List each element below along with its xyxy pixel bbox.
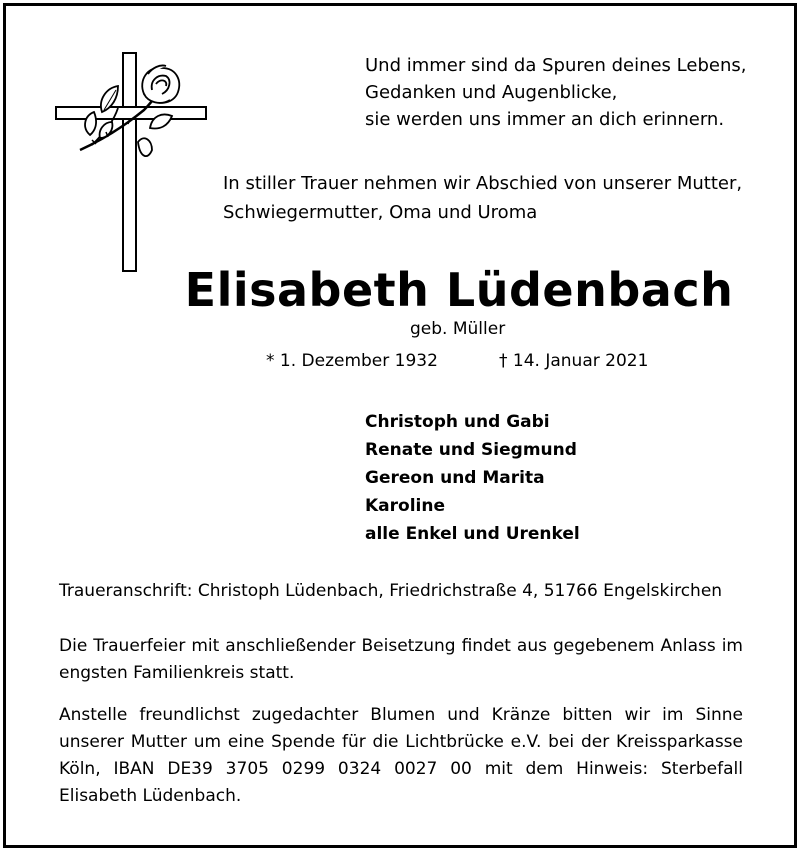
family-member: Christoph und Gabi bbox=[365, 412, 550, 432]
mourning-address: Traueranschrift: Christoph Lüdenbach, Friedrichstraße 4, 51766 Engelskirchen bbox=[59, 581, 723, 601]
poem-line: Und immer sind da Spuren deines Lebens, bbox=[365, 55, 747, 76]
poem bbox=[365, 52, 746, 133]
maiden-name: geb. Müller bbox=[410, 319, 506, 339]
intro-text bbox=[223, 169, 742, 227]
cross-with-rose-icon bbox=[52, 50, 212, 275]
family-member: Karoline bbox=[365, 496, 445, 516]
family-member: Gereon und Marita bbox=[365, 468, 545, 488]
death-date: † 14. Januar 2021 bbox=[499, 351, 649, 371]
poem-line: Gedanken und Augenblicke, bbox=[365, 82, 618, 103]
funeral-notice: Die Trauerfeier mit anschließender Beisetzung findet aus gegebenem Anlass im engsten Familienkreis statt. bbox=[59, 636, 743, 683]
family-member: alle Enkel und Urenkel bbox=[365, 524, 580, 544]
intro-line: Schwiegermutter, Oma und Uroma bbox=[223, 202, 538, 223]
donation-notice: Anstelle freundlichst zugedachter Blumen und Kränze bitten wir im Sinne unserer Mutter um eine Spende für die Lichtbrücke e.V. bei der Kreissparkasse Köln, IBAN DE39 3705 0299 0324 0027 00 mit dem Hinweis: Sterbefall Elisabeth Lüdenbach. bbox=[59, 705, 743, 806]
family-member: Renate und Siegmund bbox=[365, 440, 577, 460]
family-list bbox=[365, 408, 580, 548]
intro-line: In stiller Trauer nehmen wir Abschied von unserer Mutter, bbox=[223, 173, 743, 194]
deceased-name: Elisabeth Lüdenbach bbox=[184, 263, 734, 317]
birth-date: * 1. Dezember 1932 bbox=[266, 351, 438, 371]
poem-line: sie werden uns immer an dich erinnern. bbox=[365, 109, 725, 130]
